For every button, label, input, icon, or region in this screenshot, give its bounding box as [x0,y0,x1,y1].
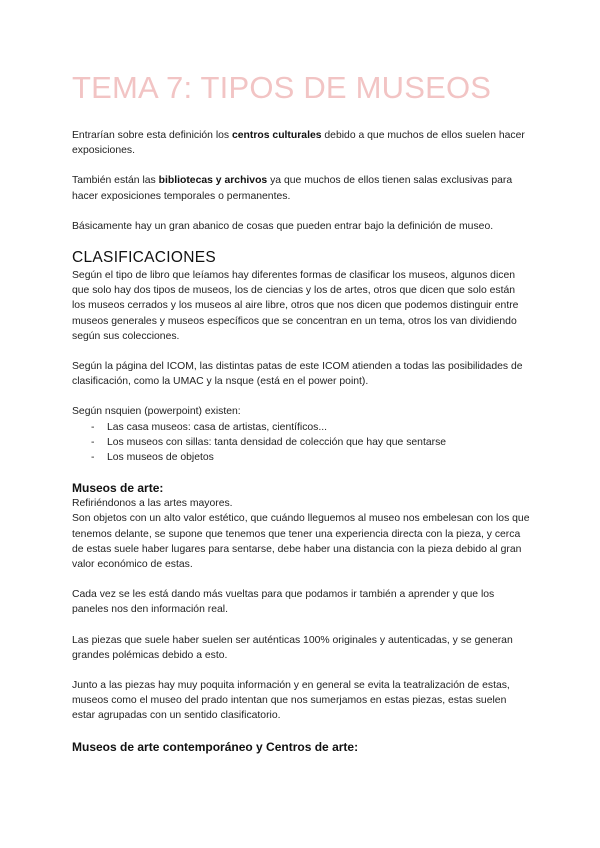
intro-paragraph-3: Básicamente hay un gran abanico de cosas que pueden entrar bajo la definición de museo. [72,220,494,232]
bold-term: bibliotecas y archivos [158,175,268,187]
section-heading-museos-arte: Museos de arte: [72,481,164,496]
list-item: - Los museos de objetos [91,450,530,465]
intro-paragraph-2: También están las bibliotecas y archivos ya que muchos de ellos tienen salas exclusivas para hacer exposiciones temporales o permanentes. [72,175,513,202]
section-heading-contemporaneo: Museos de arte contemporáneo y Centros de arte: [72,739,359,754]
museos-arte-paragraph-4: Las piezas que suele haber suelen ser auténticas 100% originales y autenticadas, y se generan grandes polémicas debido a esto. [72,634,513,661]
intro-paragraph-1: Entrarían sobre esta definición los centros culturales debido a que muchos de ellos suelen hacer exposiciones. [72,130,525,157]
clasificaciones-paragraph-1: Según el tipo de libro que leíamos hay diferentes formas de clasificar los museos, algunos dicen que solo hay dos tipos de museos, los de ciencias y los de artes, otros que dicen que solo están los museos cerrados y los museos al aire libre, otros que nos dicen que podemos distinguir entre museos generales y museos específicos que se concentran en un tema, otros los van dividiendo según sus colecciones. [72,270,519,342]
clasificaciones-paragraph-3: Según nsquien (powerpoint) existen: [72,406,241,418]
museos-arte-paragraph-3: Cada vez se les está dando más vueltas para que podamos ir también a aprender y que los paneles nos den información real. [72,589,495,616]
clasificaciones-paragraph-2: Según la página del ICOM, las distintas patas de este ICOM atienden a todas las posibilidades de clasificación, como la UMAC y la nsque (está en el power point). [72,361,523,388]
list-item: - Los museos con sillas: tanta densidad de colección que hay que sentarse [91,435,530,450]
document-body [72,128,530,755]
page-title: TEMA 7: TIPOS DE MUSEOS [72,70,492,105]
museos-arte-paragraph-5: Junto a las piezas hay muy poquita información y en general se evita la teatralización de estas, museos como el museo del prado intentan que nos sumerjamos en estas piezas, estas suelen estar agrupadas con un sentido clasificatorio. [72,680,510,722]
museos-arte-paragraph-1: Refiriéndonos a las artes mayores. [72,498,233,510]
museum-types-list [72,420,530,466]
bold-term: centros culturales [232,130,322,141]
list-item: - Las casa museos: casa de artistas, científicos... [91,420,530,435]
section-heading-clasificaciones: CLASIFICACIONES [72,249,217,267]
museos-arte-paragraph-2: Son objetos con un alto valor estético, que cuándo lleguemos al museo nos embelesan con los que tenemos delante, se supone que tenemos que tener una experiencia directa con la pieza, y cerca de estas suele haber lugares para sentarse, debe haber una distancia con la pieza debido al gran valor económico de estas. [72,513,530,571]
